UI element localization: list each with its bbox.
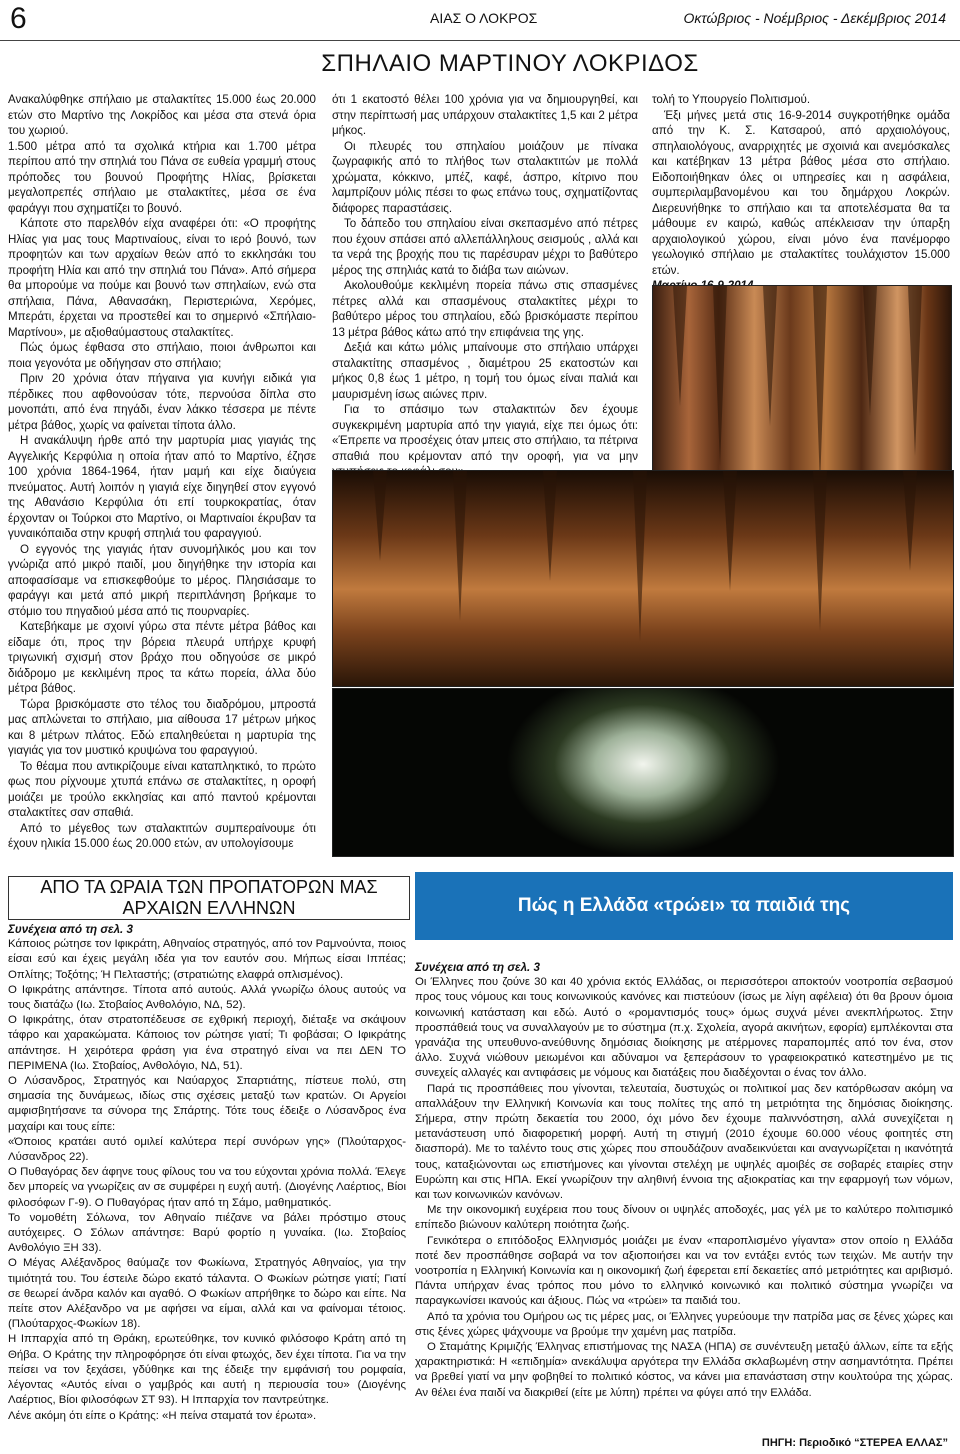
paragraph: Γενικότερα ο επιτόδοξος Ελληνισμός μοιάζει με έναν «παροπλισμένο γίγαντα» στον οποίο η Ελλάδα ποτέ δεν προσπάθησε σοβαρά να τον αξιοποιήσει και να τον εντάξει εντός των τειχών. Με αυτήν την νοοτροπία η Ελληνική Κοινωνία και η οικονομική ζωή έφερεται επί δεκαετίες από μετριότητες και αριβισμό. Πάντα υπήρχαν ένας τρόπος που μόνο το ελληνικό κοινωνικό και πολιτικό σύστημα γνωρίζει να παραγκωνίσει ικανούς και άξιους. Πώς να «τρώει» τα παιδιά του. <box>415 1234 953 1308</box>
paragraph: Ο Πυθαγόρας δεν άφηνε τους φίλους του να του εύχονται χρόνια πολλά. Έλεγε δεν μπορείς να γνωρίζεις αν σε συμφέρει η ευχή αυτή. (Διογένης Λαέρτιος, Βίοι φιλοσόφων Γ-9). Ο Πυθαγόρας ήταν από τη Σάμο, μαθηματικός. <box>8 1166 406 1209</box>
paragraph: Τώρα βρισκόμαστε στο τέλος του διαδρόμου, μπροστά μας απλώνεται το σπήλαιο, μια αίθουσα 17 μέτρων μήκος και 8 μέτρων πλάτος. Εδώ επαληθεύεται η μαρτυρία της γιαγιάς για τον μυστικό κρυψώνα του φαραγγιού. <box>8 697 316 757</box>
paragraph: Κάποιος ρώτησε τον Ιφικράτη, Αθηναίος στρατηγός, από τον Ραμνούντα, ποιος είσαι εσύ και έχεις μεγάλη ιδέα για τον εαυτόν σου. Μήπως είσαι Ιππέας; Οπλίτης; Τοξότης; Ή Πελταστής; (στρατιώτης ελαφρά οπλισμένος). <box>8 938 406 981</box>
cave-opening-photo <box>332 688 954 857</box>
paragraph: Οι Έλληνες που ζούνε 30 και 40 χρόνια εκτός Ελλάδας, οι περισσότεροι αποκτούν νοοτροπία σεβασμού προς τους νόμους και τους κοινωνικούς κανόνες και πιστεύουν (ίσως με λίγη αφέλεια) ότι θα βρουν όμοια κοινωνική κατάσταση και εδώ. Αυτό ο «ρομαντισμός τους» όμως συχνά μένει ανεκπλήρωτος. Στην προσπάθειά τους να συναλλαγούν με το σύστημα (π.χ. Σχολεία, αγορά ακινήτων, εφορία) εμπλέκονται στα γρανάζια της υπευθυνο-ανεύθυνης δημόσιας διοίκησης με ατέρμονες παραπομπές από τον ένα, στον άλλο. Συχνά νιώθουν μειωμένοι και αδύναμοι να ξεπεράσουν το γραφειοκρατικό κατεστημένο με τις συνεχείς αλλαγές και αντιφάσεις με νόμους και διατάξεις που διαδέχονται ο ένας τον άλλο. <box>415 976 953 1080</box>
continuation-note: Συνέχεια από τη σελ. 3 <box>415 961 540 974</box>
paragraph: Παρά τις προσπάθειες που γίνονται, τελευταία, δυστυχώς οι πολιτικοί μας δεν κατόρθωσαν ακόμη να απαλλάξουν την Ελληνική Κοινωνία και τους πολίτες της από τη μετριότητα της δημόσιας διοίκησης. Σήμερα, στην πρώτη δεκαετία του 2000, όχι μόνο δεν έχουμε παλιννόστηση, αλλά συνεχίζεται η μετανάστευση υπό διαφορετική μορφή. Αυτή τη στιγμή (2010 έχουμε 60.000 νέους φοιτητές στη διασπορά). Με το ταλέντο τους στις χώρες που σπουδάζουν αναδεικνύεται και αναγνωρίζεται η ικανότητά τους, καταξιώνονται ως επιστήμονες και γίνονται στελέχη με υψηλές αμοιβές σε σοβαρές εταιρίες στην Ευρώπη και στις ΗΠΑ. Εκεί γνωρίζουν την αληθινή έννοια της αξιοκρατίας και την εφαρμογή των νόμων, και των κοινωνικών κανόνων. <box>415 1082 953 1202</box>
paragraph: Δεξιά και κάτω μόλις μπαίνουμε στο σπήλαιο υπάρχει σταλακτίτης σπασμένος , διαμέτρου 25 εκατοστών και μήκος 0,8 έως 1 μέτρο, η τομή του όμως είναι παλιά και μαυρισμένη ίσως αιώνες πριν. <box>332 341 638 401</box>
paragraph: «Όποιος κρατάει αυτό ομιλεί καλύτερα περί συνόρων γης» (Πλούταρχος-Λύσανδρος 22). <box>8 1135 406 1164</box>
page-header <box>0 0 960 41</box>
greece-article-title: Πώς η Ελλάδα «τρώει» τα παιδιά της <box>415 872 953 940</box>
paragraph: Ακολουθούμε κεκλιμένη πορεία πάνω στις σπασμένες πέτρες αλλά και σπασμένους σταλακτίτες μέχρι το βαθύτερο μέρος του σπηλαίου, εδώ βρισκόμαστε περίπου 13 μέτρα βάθος κάτω από την επιφάνεια της γης. <box>332 279 638 339</box>
paragraph: 1.500 μέτρα από τα σχολικά κτήρια και 1.700 μέτρα περίπου από την σπηλιά του Πάνα σε ευθεία γραμμή στους πρόποδες του βουνού Προφήτης Ηλίας, βρίσκεται μεγαλοπρεπές σπήλαιο με σταλακτίτες, μέσα σε ένα φαράγγι που σχηματίζει το βουνό. <box>8 139 316 215</box>
paragraph: Ο Ιφικράτης, όταν στρατοπέδευσε σε εχθρική περιοχή, διέταξε να σκάψουν τάφρο και χαρακώματα. Κάποιος τον ρώτησε γιατί; Τι φοβάσαι; Ο Ιφικράτης απάντησε. Η χειρότερα φράση για ένα στρατηγό είναι να πει ΔΕΝ ΤΟ ΠΕΡΙΜΕΝΑ (Ιω. Στοβαίος, Ανθολόγιο, ΝΔ, 51). <box>8 1014 406 1072</box>
article-column-2 <box>332 92 638 466</box>
paragraph: Ο Μέγας Αλέξανδρος θαύμαζε τον Φωκίωνα, Στρατηγός Αθηναίος, για την τιμιότητά του. Του έστειλε δώρο εκατό τάλαντα. Ο Φωκίων ρώτησε γιατί; Γιατί σε θεωρεί άνδρα καλόν και αγαθό. Ο Φωκίων απρήθηκε το δώρο και είπε. Να πείτε στον Αλέξανδρο να με αφήσει να είμαι, αλλά και να φαίνομαι τέτοιος. (Πλούταρχος-Φωκίων 18). <box>8 1257 406 1331</box>
article-title: ΣΠΗΛΑΙΟ ΜΑΡΤΙΝΟΥ ΛΟΚΡΙΔΟΣ <box>321 50 699 77</box>
section-title-line-1: ΑΠΟ ΤΑ ΩΡΑΙΑ ΤΩΝ ΠΡΟΠΑΤΟΡΩΝ ΜΑΣ <box>40 877 378 897</box>
paragraph: Από τα χρόνια του Ομήρου ως τις μέρες μας, οι Έλληνες γυρεύουμε την πατρίδα μας σε ξένες χώρες και στις ξένες χώρες ψάχνουμε να βρούμε την χαμένη μας πατρίδα. <box>415 1310 953 1338</box>
paragraph: Κατεβήκαμε με σχοινί γύρω στα πέντε μέτρα βάθος και είδαμε ότι, προς την βόρεια πλευρά υπήρχε κρυφή τριγωνική σχισμή στον βράχο που οδηγούσε σε μικρό διάδρομο με κεκλιμένη προς τα κάτω πορεία, άλλα δύο μέτρα βάθος. <box>8 620 316 695</box>
article-column-3 <box>652 92 950 309</box>
page-number: 6 <box>10 2 27 35</box>
section-title-line-2: ΑΡΧΑΙΩΝ ΕΛΛΗΝΩΝ <box>122 898 296 918</box>
paragraph: Ο Λύσανδρος, Στρατηγός και Ναύαρχος Σπαρτιάτης, πίστευε πολύ, στη σημασία της δυνάμεως, ιδίως στις σχέσεις μεταξύ των κρατών. Οι Αργείοι αμφισβητήσανε τα σύνορα της Σπάρτης. Τότε τους έδειξε ο Λύσανδρος ένα μαχαίρι και τους είπε: <box>8 1075 406 1133</box>
source-credit: ΠΗΓΗ: Περιοδικό “ΣΤΕΡΕΑ ΕΛΛΑΣ” <box>761 1437 948 1449</box>
stalactites-photo-2 <box>332 470 954 687</box>
section-title-box <box>8 876 410 920</box>
paragraph: Για το σπάσιμο των σταλακτιτών δεν έχουμε συγκεκριμένη μαρτυρία από την γιαγιά, είχε πει όμως ότι: «Έπρεπε να προσέχεις όταν μπεις στο σπήλαιο, τα πέτρινα σπαθιά που κρέμονταν από την οροφή, για να μην <box>332 403 638 463</box>
paragraph: Οι πλευρές του σπηλαίου μοιάζουν με πίνακα ζωγραφικής από το πλήθος των σταλακτιτών με πολλά χρώματα, κόκκινο, μπέζ, καφέ, άσπρο, κίτρινο που λαμπρίζουν μόλις πέσει το φως επάνω τους, σχηματίζοντας διάφορες παραστάσεις. <box>332 139 638 215</box>
paragraph: Το δάπεδο του σπηλαίου είναι σκεπασμένο από πέτρες που έχουν σπάσει από αλλεπάλληλους σεισμούς , αλλά και τα νερά της βροχής που τις παρέσυραν μέχρι το βαθύτερο μέρος της σπηλιάς κατά το διάβα των αιώνων. <box>332 217 638 277</box>
paragraph: τολή το Υπουργείο Πολιτισμού. <box>652 93 811 106</box>
paragraph: Με την οικονομική ευχέρεια που τους δίνουν οι υψηλές αποδοχές, μας γέλ με το καλύτερο πολιτισμικό επίπεδο βιώνουν καλύτερη ποιότητα ζωής. <box>415 1204 953 1232</box>
paragraph: Το νομοθέτη Σόλωνα, τον Αθηναίο πιέζανε να βάλει πρόστιμο στους αυτόχειρες. Ο Σόλων απάντησε: Βαρύ φορτίο η γυναίκα. (Ιω. Στοβαίος Ανθολόγιο ΞΗ 33). <box>8 1211 406 1255</box>
paragraph: Η ανακάλυψη ήρθε από την μαρτυρία μιας γιαγιάς της Αγγελικής Κερφύλια η οποία ήταν από το Μαρτίνο, έζησε 100 χρόνια 1864-1964, ήταν μαμή και είχε διαύγεια πνεύματος. Αυτή λοιπόν η γιαγιά είχε διηγηθεί στον εγγονό της Αθανάσιο Κερφύλια ότι επί τουρκοκρατίας, όταν έρχονταν οι Τούρκοι στο Μαρτίνο, οι Μαρτιναίοι έκρυβαν τα γυναικόπαιδα στην κρυφή σπηλιά του φαραγγιού. <box>8 434 316 540</box>
ancient-quotes-column <box>8 922 406 1424</box>
paragraph: Ο Σταμάτης Κριμιζής Έλληνας επιστήμονας της ΝΑΣΑ (ΗΠΑ) σε συνέντευξη μεταξύ άλλων, είπε τα εξής χαρακτηριστικά: Η «επιδημία» ανεκάλυψα αργότερα την Ελλάδα σκλαβωμένη στην ασημαντότητα. Πρέπει να βρεθεί γιατί να μην φοβηθεί το πολιτικό κόστος, να κάνει μια επανάσταση στην κουλτούρα της χώρας. Αν θέλει ένα παιδί να διακριθεί (είτε με λύπη) πρέπει να φύγει από την Ελλάδα. <box>415 1341 953 1399</box>
paragraph: Πριν 20 χρόνια όταν πήγαινα για κυνήγι ειδικά για πέρδικες που αφθονούσαν τότε, περνούσα δίπλα στο μονοπάτι, από ένα πηγάδι, έναν λάκκο τέσσερα με πέντε μέτρα βάθος, χωρίς να φαίνεται τίποτα άλλο. <box>8 372 316 432</box>
paragraph: Πώς όμως έφθασα στο σπήλαιο, ποιοι άνθρωποι και ποια γεγονότα με οδήγησαν στο σπήλαιο; <box>8 341 316 370</box>
paragraph: Έξι μήνες μετά στις 16-9-2014 συγκροτήθηκε ομάδα από την Κ. Σ. Κατσαρού, από αρχαιολόγους, σπηλαιολόγους, αναρριχητές με σχοινιά και ανεμόσκαλες και κατέβηκαν 13 μέτρα βάθος μέσα στο σπήλαιο. Ειδοποιήθηκαν όλες οι υπηρεσίες και η ασφάλεια, συμπεριλαμβανομένου και του δημάρχου Λοκρών. Διερευνήθηκε το σπήλαιο και τα αποτελέσματα θα τα μάθουμε εν καιρώ, καθώς απέκλεισαν την ύπαρξη αρχαιολογικού χώρου, είναι μόνο ένα πανέμορφο γεωλογικό σπήλαιο με σταλακτίτες τουλάχιστον 15.000 ετών. <box>652 108 950 277</box>
paragraph: ότι 1 εκατοστό θέλει 100 χρόνια για να δημιουργηθεί, και στην περίπτωσή μας υπάρχουν σταλακτίτες 1,5 και 2 μέτρα μήκος. <box>332 93 638 137</box>
paragraph: Το θέαμα που αντικρίζουμε είναι καταπληκτικό, το πρώτο φως που ρίχνουμε χτυπά επάνω σε σταλακτίτες, η οροφή μοιάζει με τρούλο εκκλησίας και από παντού κρέμονται σταλακτίτες σαν σπαθιά. <box>8 759 316 819</box>
paragraph: Ο εγγονός της γιαγιάς ήταν συνομήλικός μου και τον γνώριζα από μικρό παιδί, μου διηγήθηκε την ιστορία και αποφασίσαμε να επισκεφθούμε το μέρος. Πλησιάσαμε το φαράγγι και μετά από μικρή περιπλάνηση βρήκαμε το στόμιο του πηγαδιού μέσα από τις πουρναρίες. <box>8 542 316 618</box>
issue-date: Οκτώβριος - Νοέμβριος - Δεκέμβριος 2014 <box>683 10 946 26</box>
paragraph: Λένε ακόμη ότι είπε ο Κράτης: «Η πείνα σταματά τον έρωτα». <box>8 1409 317 1422</box>
publication-name: ΑΙΑΣ Ο ΛΟΚΡΟΣ <box>430 10 538 26</box>
greece-article-column <box>415 960 953 1401</box>
paragraph: Ο Ιφικράτης απάντησε. Τίποτα από αυτούς. Αλλά γνωρίζω όλους αυτούς να τους διατάζω (Ιω. Στοβαίος Ανθολόγιο, ΝΔ, 52). <box>8 983 406 1012</box>
paragraph: Ανακαλύφθηκε σπήλαιο με σταλακτίτες 15.000 έως 20.000 ετών στο Μαρτίνο της Λοκρίδος και μέσα στα στενά όρια του χωριού. <box>8 93 316 137</box>
paragraph: Η Ιππαρχία από τη Θράκη, ερωτεύθηκε, τον κυνικό φιλόσοφο Κράτη από τη Θήβα. Ο Κράτης την πληροφόρησε ότι είναι φτωχός, δεν έχει τίποτα. Για να την πείσει να τον ξεχάσει, γδύθηκε και της έδειξε την εμφάνισή του ρομφαία, λέγοντας «Αυτός είναι ο γαμβρός και αυτή η περιουσία του» (Διογένης Λαέρτιος, Βίοι φιλοσόφων ΣΤ 93). Η Ιππαρχία τον παντρεύτηκε. <box>8 1333 406 1407</box>
paragraph: Από το μέγεθος των σταλακτιτών συμπεραίνουμε ότι έχουν ηλικία 15.000 έως 20.000 ετών, αν υπολογίσουμε <box>8 821 316 850</box>
article-column-1 <box>8 92 316 852</box>
continuation-note: Συνέχεια από τη σελ. 3 <box>8 923 133 936</box>
paragraph: Κάποτε στο παρελθόν είχα αναφέρει ότι: «Ο προφήτης Ηλίας για μας τους Μαρτιναίους, είναι το ιερό βουνό, των προφητών και των αρχαίων θεών από το εκκλησάκι του προφήτη Ηλία και από την σπηλιά του Πάνα». Από σήμερα θα μπορούμε να πούμε και βουνό των σπηλαίων, ενώ στα σπήλαια, Πάνα, Αθανασάκη, Περιστεριώνα, Χερόμες, Μπεράτι, έρχεται να προστεθεί και το σημερινό «Σπήλαιο-Μαρτίνου», με αξιοθαύμαστους σταλακτίτες. <box>8 217 316 339</box>
